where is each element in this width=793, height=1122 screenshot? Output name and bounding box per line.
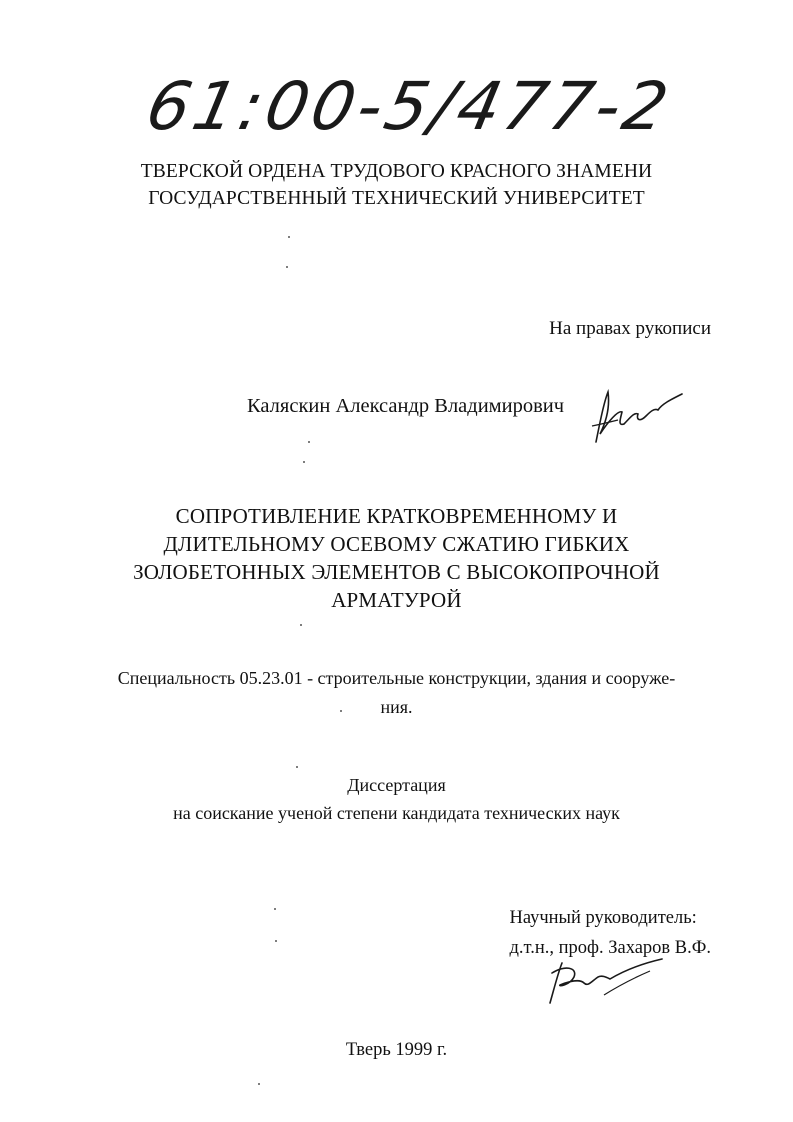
scan-speck: [303, 461, 305, 463]
advisor-signature: [540, 955, 670, 1010]
university-line-1: ТВЕРСКОЙ ОРДЕНА ТРУДОВОГО КРАСНОГО ЗНАМЕНИ: [140, 161, 653, 182]
scan-speck: [258, 1083, 260, 1085]
thesis-title-line-3: ЗОЛОБЕТОННЫХ ЭЛЕМЕНТОВ С ВЫСОКОПРОЧНОЙ: [133, 560, 660, 584]
thesis-title-line-2: ДЛИТЕЛЬНОМУ ОСЕВОМУ СЖАТИЮ ГИБКИХ: [163, 532, 630, 556]
scan-speck: [286, 266, 288, 268]
specialty-line-2: ния.: [380, 697, 413, 717]
scan-speck: [275, 940, 277, 942]
manuscript-rights: На правах рукописи: [549, 318, 711, 339]
dissertation-line-1: Диссертация: [347, 775, 446, 795]
author-name: Каляскин Александр Владимирович: [247, 395, 565, 417]
specialty-line-1: Специальность 05.23.01 - строительные конструкции, здания и сооруже-: [117, 668, 676, 688]
university-line-2: ГОСУДАРСТВЕННЫЙ ТЕХНИЧЕСКИЙ УНИВЕРСИТЕТ: [148, 188, 645, 209]
city-year: Тверь 1999 г.: [345, 1040, 448, 1060]
dissertation: [0, 771, 793, 827]
advisor-name: д.т.н., проф. Захаров В.Ф.: [509, 938, 711, 958]
scan-speck: [288, 236, 290, 238]
scan-speck: [300, 624, 302, 626]
advisor-label: Научный руководитель:: [509, 908, 697, 928]
scan-speck: [274, 908, 276, 910]
thesis-title: [0, 502, 793, 614]
author-signature: [578, 382, 688, 452]
archive-code-handwritten: 61:00-5/477-2: [140, 68, 679, 145]
scan-speck: [340, 710, 342, 712]
scan-speck: [308, 441, 310, 443]
thesis-title-line-4: АРМАТУРОЙ: [331, 588, 462, 612]
specialty: [0, 664, 793, 722]
dissertation-line-2: на соискание ученой степени кандидата технических наук: [173, 803, 620, 823]
advisor-block: [509, 903, 711, 963]
scan-speck: [296, 766, 298, 768]
thesis-title-line-1: СОПРОТИВЛЕНИЕ КРАТКОВРЕМЕННОМУ И: [175, 504, 618, 528]
